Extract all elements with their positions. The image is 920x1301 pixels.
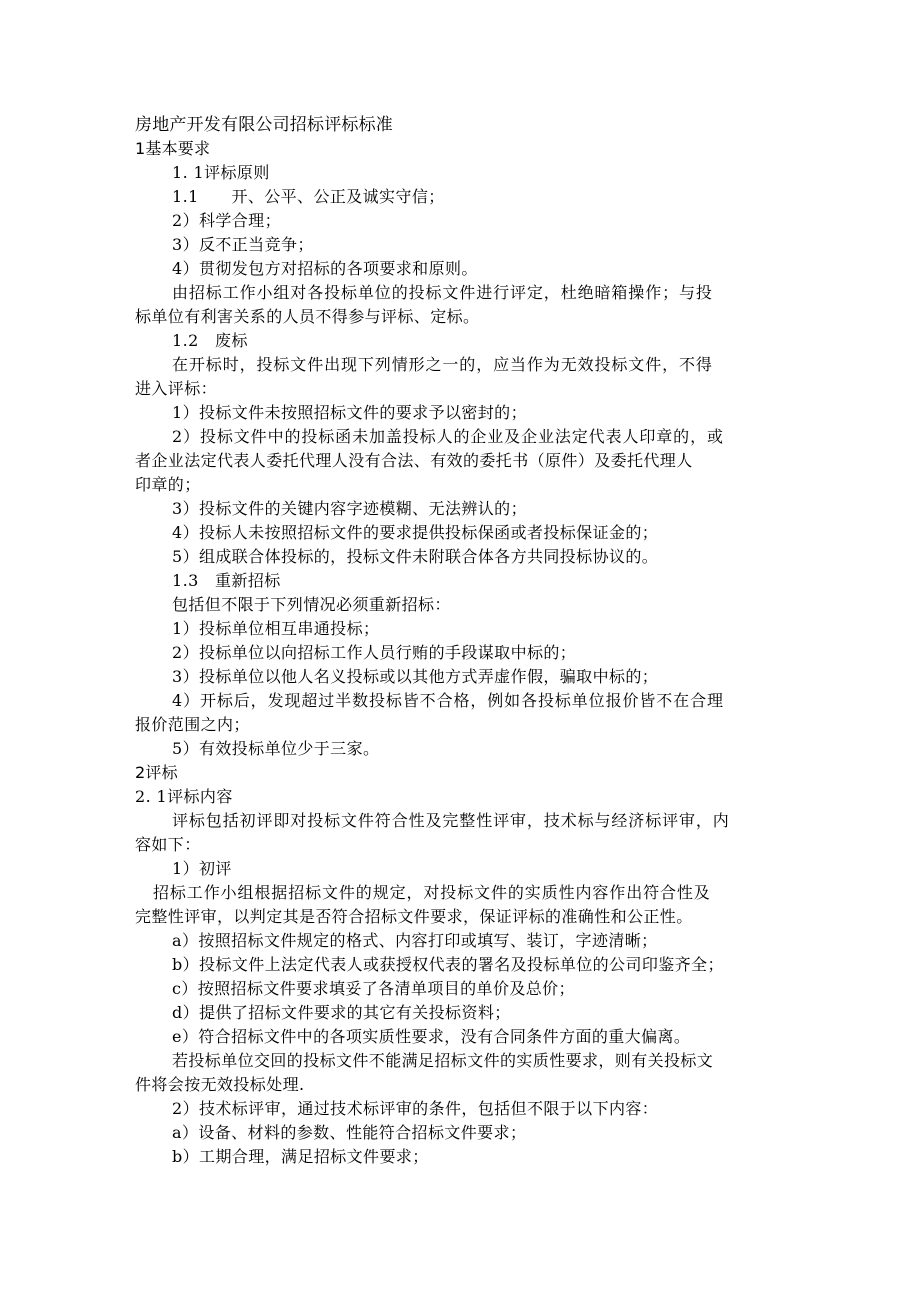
paragraph-line: 招标工作小组根据招标文件的规定，对投标文件的实质性内容作出符合性及 [153,883,711,902]
list-item: 2）技术标评审，通过技术标评审的条件，包括但不限于以下内容： [172,1099,659,1118]
paragraph-line: 标单位有利害关系的人员不得参与评标、定标。 [135,307,480,326]
list-item: 4）开标后，发现超过半数投标皆不合格，例如各投标单位报价皆不在合理 [172,691,724,710]
list-item: 1）初评 [172,859,232,878]
section-heading: 2评标 [135,763,178,782]
subsection-heading: 2. 1评标内容 [135,787,233,806]
paragraph-line: 评标包括初评即对投标文件符合性及完整性评审，技术标与经济标评审，内 [172,811,730,830]
list-item: 3）投标单位以他人名义投标或以其他方式弄虚作假，骗取中标的； [172,667,659,686]
list-item: c）按照招标文件要求填妥了各清单项目的单价及总价； [172,979,575,998]
list-item: 2）投标文件中的投标函未加盖投标人的企业及企业法定代表人印章的，或 [172,427,724,446]
section-heading: 1基本要求 [135,139,211,158]
paragraph-line: 在开标时，投标文件出现下列情形之一的，应当作为无效投标文件，不得 [172,355,713,374]
list-item: 5）有效投标单位少于三家。 [172,739,380,758]
paragraph-line: 容如下： [135,835,201,854]
paragraph-line: 件将会按无效投标处理. [135,1075,305,1094]
document-title: 房地产开发有限公司招标评标标准 [135,115,393,135]
list-item: b）投标文件上法定代表人或获授权代表的署名及投标单位的公司印鉴齐全； [172,955,724,974]
paragraph-line: 者企业法定代表人委托代理人没有合法、有效的委托书（原件）及委托代理人 [135,451,693,470]
subsection-heading: 1.3 重新招标 [172,571,281,590]
list-item: 1.1 开、公平、公正及诚实守信； [172,187,445,206]
paragraph-line: 若投标单位交回的投标文件不能满足招标文件的实质性要求，则有关投标文 [172,1051,714,1070]
paragraph-line: 由招标工作小组对各投标单位的投标文件进行评定，杜绝暗箱操作；与投 [172,283,713,302]
list-item: e）符合招标文件中的各项实质性要求，没有合同条件方面的重大偏离。 [172,1027,691,1046]
list-item: 3）投标文件的关键内容字迹模糊、无法辨认的； [172,499,527,518]
paragraph-line: 进入评标： [135,379,218,398]
list-item: 4）贯彻发包方对招标的各项要求和原则。 [172,259,478,278]
list-item: d）提供了招标文件要求的其它有关投标资料； [172,1003,511,1022]
list-item: 1）投标单位相互串通投标； [172,619,380,638]
list-item: 3）反不正当竞争； [172,235,314,254]
list-item: 2）投标单位以向招标工作人员行贿的手段谋取中标的； [172,643,577,662]
subsection-heading: 1. 1评标原则 [172,163,270,182]
list-item: 5）组成联合体投标的，投标文件未附联合体各方共同投标协议的。 [172,547,659,566]
paragraph-line: 印章的； [135,475,201,494]
list-item: 2）科学合理； [172,211,281,230]
list-item: a）按照招标文件规定的格式、内容打印或填写、装订，字迹清晰； [172,931,658,950]
paragraph-line: 完整性评审，以判定其是否符合招标文件要求，保证评标的准确性和公正性。 [135,907,693,926]
paragraph-line: 报价范围之内； [135,715,250,734]
subsection-heading: 1.2 废标 [172,331,248,350]
list-item: 1）投标文件未按照招标文件的要求予以密封的； [172,403,527,422]
list-item: 4）投标人未按照招标文件的要求提供投标保函或者投标保证金的； [172,523,659,542]
list-item: b）工期合理，满足招标文件要求； [172,1147,429,1166]
list-item: a）设备、材料的参数、性能符合招标文件要求； [172,1123,527,1142]
paragraph-line: 包括但不限于下列情况必须重新招标： [172,595,451,614]
